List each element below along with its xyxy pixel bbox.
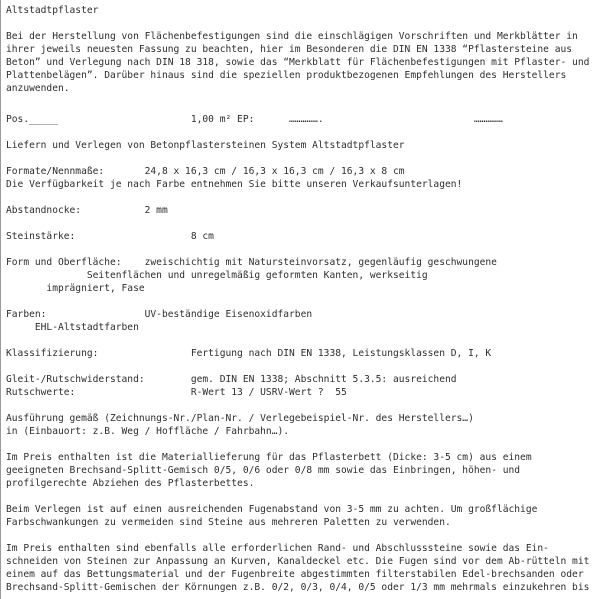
text-line: Farben: UV-beständige Eisenoxidfarben — [6, 309, 313, 320]
text-line: anzuwenden. — [6, 83, 70, 94]
text-line: Gleit-/Rutschwiderstand: gem. DIN EN 1338; Abschnitt 5.3.5: ausreichend — [6, 374, 457, 385]
text-line: schneiden von Steinen zur Anpassung an Kurven, Kanaldeckel etc. Die Fugen sind vor dem Ab-rütteln mit — [6, 556, 590, 567]
text-line — [6, 529, 600, 542]
text-line — [6, 438, 600, 451]
text-line: in (Einbauort: z.B. Weg / Hoffläche / Fahrbahn…). — [6, 426, 290, 437]
text-line: EHL-Altstadtfarben — [6, 322, 139, 333]
text-line — [6, 490, 600, 503]
text-line: Steinstärke: 8 cm — [6, 231, 214, 242]
text-line — [6, 191, 600, 204]
text-line — [6, 243, 600, 256]
text-line — [6, 360, 600, 373]
text-line — [6, 95, 600, 108]
text-line: Formate/Nennmaße: 24,8 x 16,3 cm / 16,3 x 16,3 cm / 16,3 x 8 cm — [6, 166, 405, 177]
text-line — [6, 152, 600, 165]
text-line: Plattenbelägen”. Darüber hinaus sind die speziellen produktbezogenen Empfehlungen des Herstellers — [6, 70, 567, 81]
text-line: Beim Verlegen ist auf einen ausreichenden Fugenabstand von 3-5 mm zu achten. Um großflächige — [6, 504, 538, 515]
text-line: profilgerechte Abziehen des Pflasterbettes. — [6, 478, 255, 489]
text-line: imprägniert, Fase — [6, 283, 145, 294]
text-line: Ausführung gemäß (Zeichnungs-Nr./Plan-Nr. / Verlegebeispiel-Nr. des Herstellers…) — [6, 413, 474, 424]
text-line: Die Verfügbarkeit je nach Farbe entnehmen Sie bitte unseren Verkaufsunterlagen! — [6, 179, 463, 190]
text-line: Seitenflächen und unregelmäßig geformten Kanten, werkseitig — [6, 270, 428, 281]
text-line: einem auf das Bettungsmaterial und der Fugenbreite abgestimmten filterstabilen Edel-brechsanden oder — [6, 569, 584, 580]
text-line — [6, 126, 600, 139]
text-line: Rutschwerte: R-Wert 13 / USRV-Wert ? 55 — [6, 387, 347, 398]
text-line — [6, 295, 600, 308]
text-line: Im Preis enthalten ist die Materiallieferung für das Pflasterbett (Dicke: 3-5 cm) aus einem — [6, 452, 532, 463]
text-line: Form und Oberfläche: zweischichtig mit Natursteinvorsatz, gegenläufig geschwungene — [6, 257, 497, 268]
text-line: geeigneten Brechsand-Splitt-Gemisch 0/5, 0/6 oder 0/8 mm sowie das Einbringen, höhen- und — [6, 465, 521, 476]
text-line: Abstandnocke: 2 mm — [6, 205, 168, 216]
document-title: Altstadtpflaster — [6, 5, 99, 16]
text-line: ihrer jeweils neuesten Fassung zu beachten, hier im Besonderen die DIN EN 1338 “Pflastersteine aus — [6, 44, 573, 55]
text-line — [6, 217, 600, 230]
text-line: Brechsand-Splitt-Gemischen der Körnungen z.B. 0/2, 0/3, 0/4, 0/5 oder 1/3 mm mehrmals einzukehren bis — [6, 582, 590, 593]
text-line: Pos._____ 1,00 m² EP: ……………. …………… — [6, 114, 503, 125]
text-line — [6, 17, 600, 30]
text-line: Liefern und Verlegen von Betonpflastersteinen System Altstadtpflaster — [6, 140, 405, 151]
text-line — [6, 334, 600, 347]
text-line: Farbschwankungen zu vermeiden sind Steine aus mehreren Paletten zu verwenden. — [6, 517, 451, 528]
text-line: Bei der Herstellung von Flächenbefestigungen sind die einschlägigen Vorschriften und Merkblätter in — [6, 31, 578, 42]
text-line — [6, 399, 600, 412]
text-line: Im Preis enthalten sind ebenfalls alle erforderlichen Rand- und Abschlusssteine sowie das Ein- — [6, 543, 549, 554]
text-line: Klassifizierung: Fertigung nach DIN EN 1338, Leistungsklassen D, I, K — [6, 348, 492, 359]
text-line: Beton” und Verlegung nach DIN 18 318, sowie das “Merkblatt für Flächenbefestigungen mit Pflaster- und — [6, 57, 590, 68]
